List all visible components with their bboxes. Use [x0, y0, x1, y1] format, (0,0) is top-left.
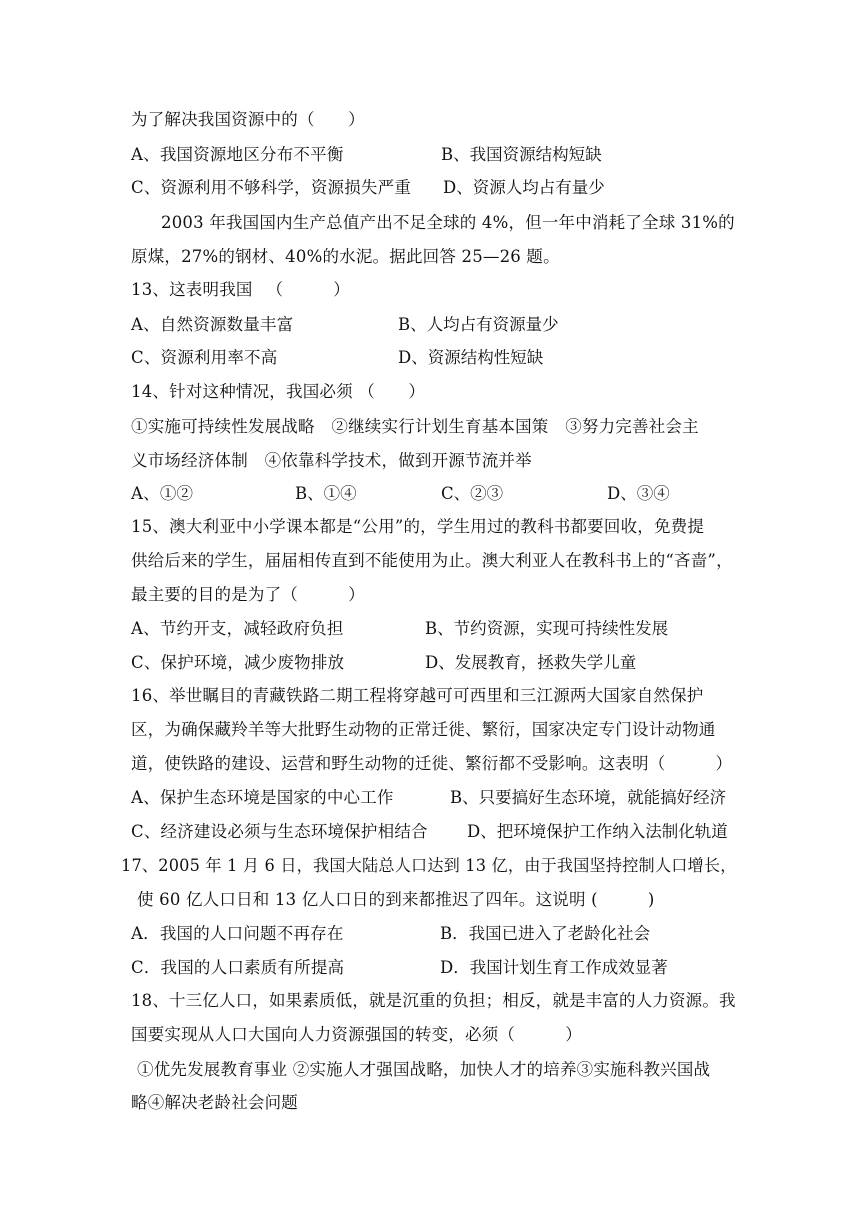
option-b: B．我国已进入了老龄化社会 — [440, 924, 651, 943]
option-c: C、经济建设必须与生态环境保护相结合 — [131, 822, 428, 841]
paragraph-line: 供给后来的学生，届届相传直到不能使用为止。澳大利亚人在教科书上的“吝啬”， — [131, 551, 733, 570]
paragraph-line: 义市场经济体制 ④依靠科学技术，做到开源节流并举 — [131, 451, 532, 470]
paragraph-line: 国要实现从人口大国向人力资源强国的转变，必须（ ） — [131, 1025, 582, 1044]
option-c: C．我国的人口素质有所提高 — [131, 958, 345, 977]
paragraph-line: 区，为确保藏羚羊等大批野生动物的正常迁徙、繁衍，国家决定专门设计动物通 — [131, 720, 716, 739]
option-a: A．我国的人口问题不再存在 — [131, 924, 344, 943]
option-c: C、保护环境，减少废物排放 — [131, 653, 345, 672]
option-b: B、我国资源结构短缺 — [441, 145, 602, 164]
option-d: D、③④ — [607, 484, 670, 503]
paragraph-line: 最主要的目的是为了（ ） — [131, 585, 365, 604]
option-a: A、保护生态环境是国家的中心工作 — [131, 788, 394, 807]
text-line: 为了解决我国资源中的（ ） — [131, 110, 365, 129]
paragraph-line: 原煤，27%的钢材、40%的水泥。据此回答 25—26 题。 — [131, 247, 560, 266]
option-d: D．我国计划生育工作成效显著 — [440, 958, 668, 977]
option-b: B、节约资源，实现可持续性发展 — [425, 619, 669, 638]
option-c: C、②③ — [441, 484, 504, 503]
question-17: 17、2005 年 1 月 6 日，我国大陆总人口达到 13 亿，由于我国坚持控制人口增长， — [121, 856, 737, 875]
question-16: 16、举世瞩目的青藏铁路二期工程将穿越可可西里和三江源两大国家自然保护 — [131, 686, 704, 705]
option-a: A、节约开支，减轻政府负担 — [131, 619, 344, 638]
option-b: B、只要搞好生态环境，就能搞好经济 — [450, 788, 727, 807]
option-b: B、人均占有资源量少 — [398, 315, 559, 334]
option-d: D、资源结构性短缺 — [398, 348, 544, 367]
paragraph-line: 道，使铁路的建设、运营和野生动物的迁徙、繁衍都不受影响。这表明（ ） — [131, 754, 733, 773]
option-b: B、①④ — [295, 484, 357, 503]
option-c: C、资源利用不够科学，资源损失严重 — [131, 178, 412, 197]
option-c: C、资源利用率不高 — [131, 348, 278, 367]
option-a: A、①② — [131, 484, 194, 503]
option-a: A、自然资源数量丰富 — [131, 315, 294, 334]
question-14: 14、针对这种情况，我国必须 （ ） — [131, 382, 426, 401]
question-13: 13、这表明我国 （ ） — [131, 280, 350, 299]
option-a: A、我国资源地区分布不平衡 — [131, 145, 344, 164]
option-d: D、把环境保护工作纳入法制化轨道 — [467, 822, 728, 841]
option-d: D、资源人均占有量少 — [443, 178, 605, 197]
paragraph-line: ①实施可持续性发展战略 ②继续实行计划生育基本国策 ③努力完善社会主 — [131, 417, 699, 436]
paragraph-line: 使 60 亿人口日和 13 亿人口日的到来都推迟了四年。这说明 ( ) — [137, 890, 655, 909]
option-d: D、发展教育，拯救失学儿童 — [425, 653, 637, 672]
paragraph-line: ①优先发展教育事业 ②实施人才强国战略，加快人才的培养③实施科教兴国战 — [137, 1060, 711, 1079]
question-18: 18、十三亿人口，如果素质低，就是沉重的负担；相反，就是丰富的人力资源。我 — [131, 991, 736, 1010]
question-15: 15、澳大利亚中小学课本都是“公用”的，学生用过的教科书都要回收，免费提 — [131, 517, 705, 536]
paragraph-line: 略④解决老龄社会问题 — [131, 1093, 298, 1112]
paragraph-line: 2003 年我国国内生产总值产出不足全球的 4%，但一年中消耗了全球 31%的 — [161, 213, 735, 232]
